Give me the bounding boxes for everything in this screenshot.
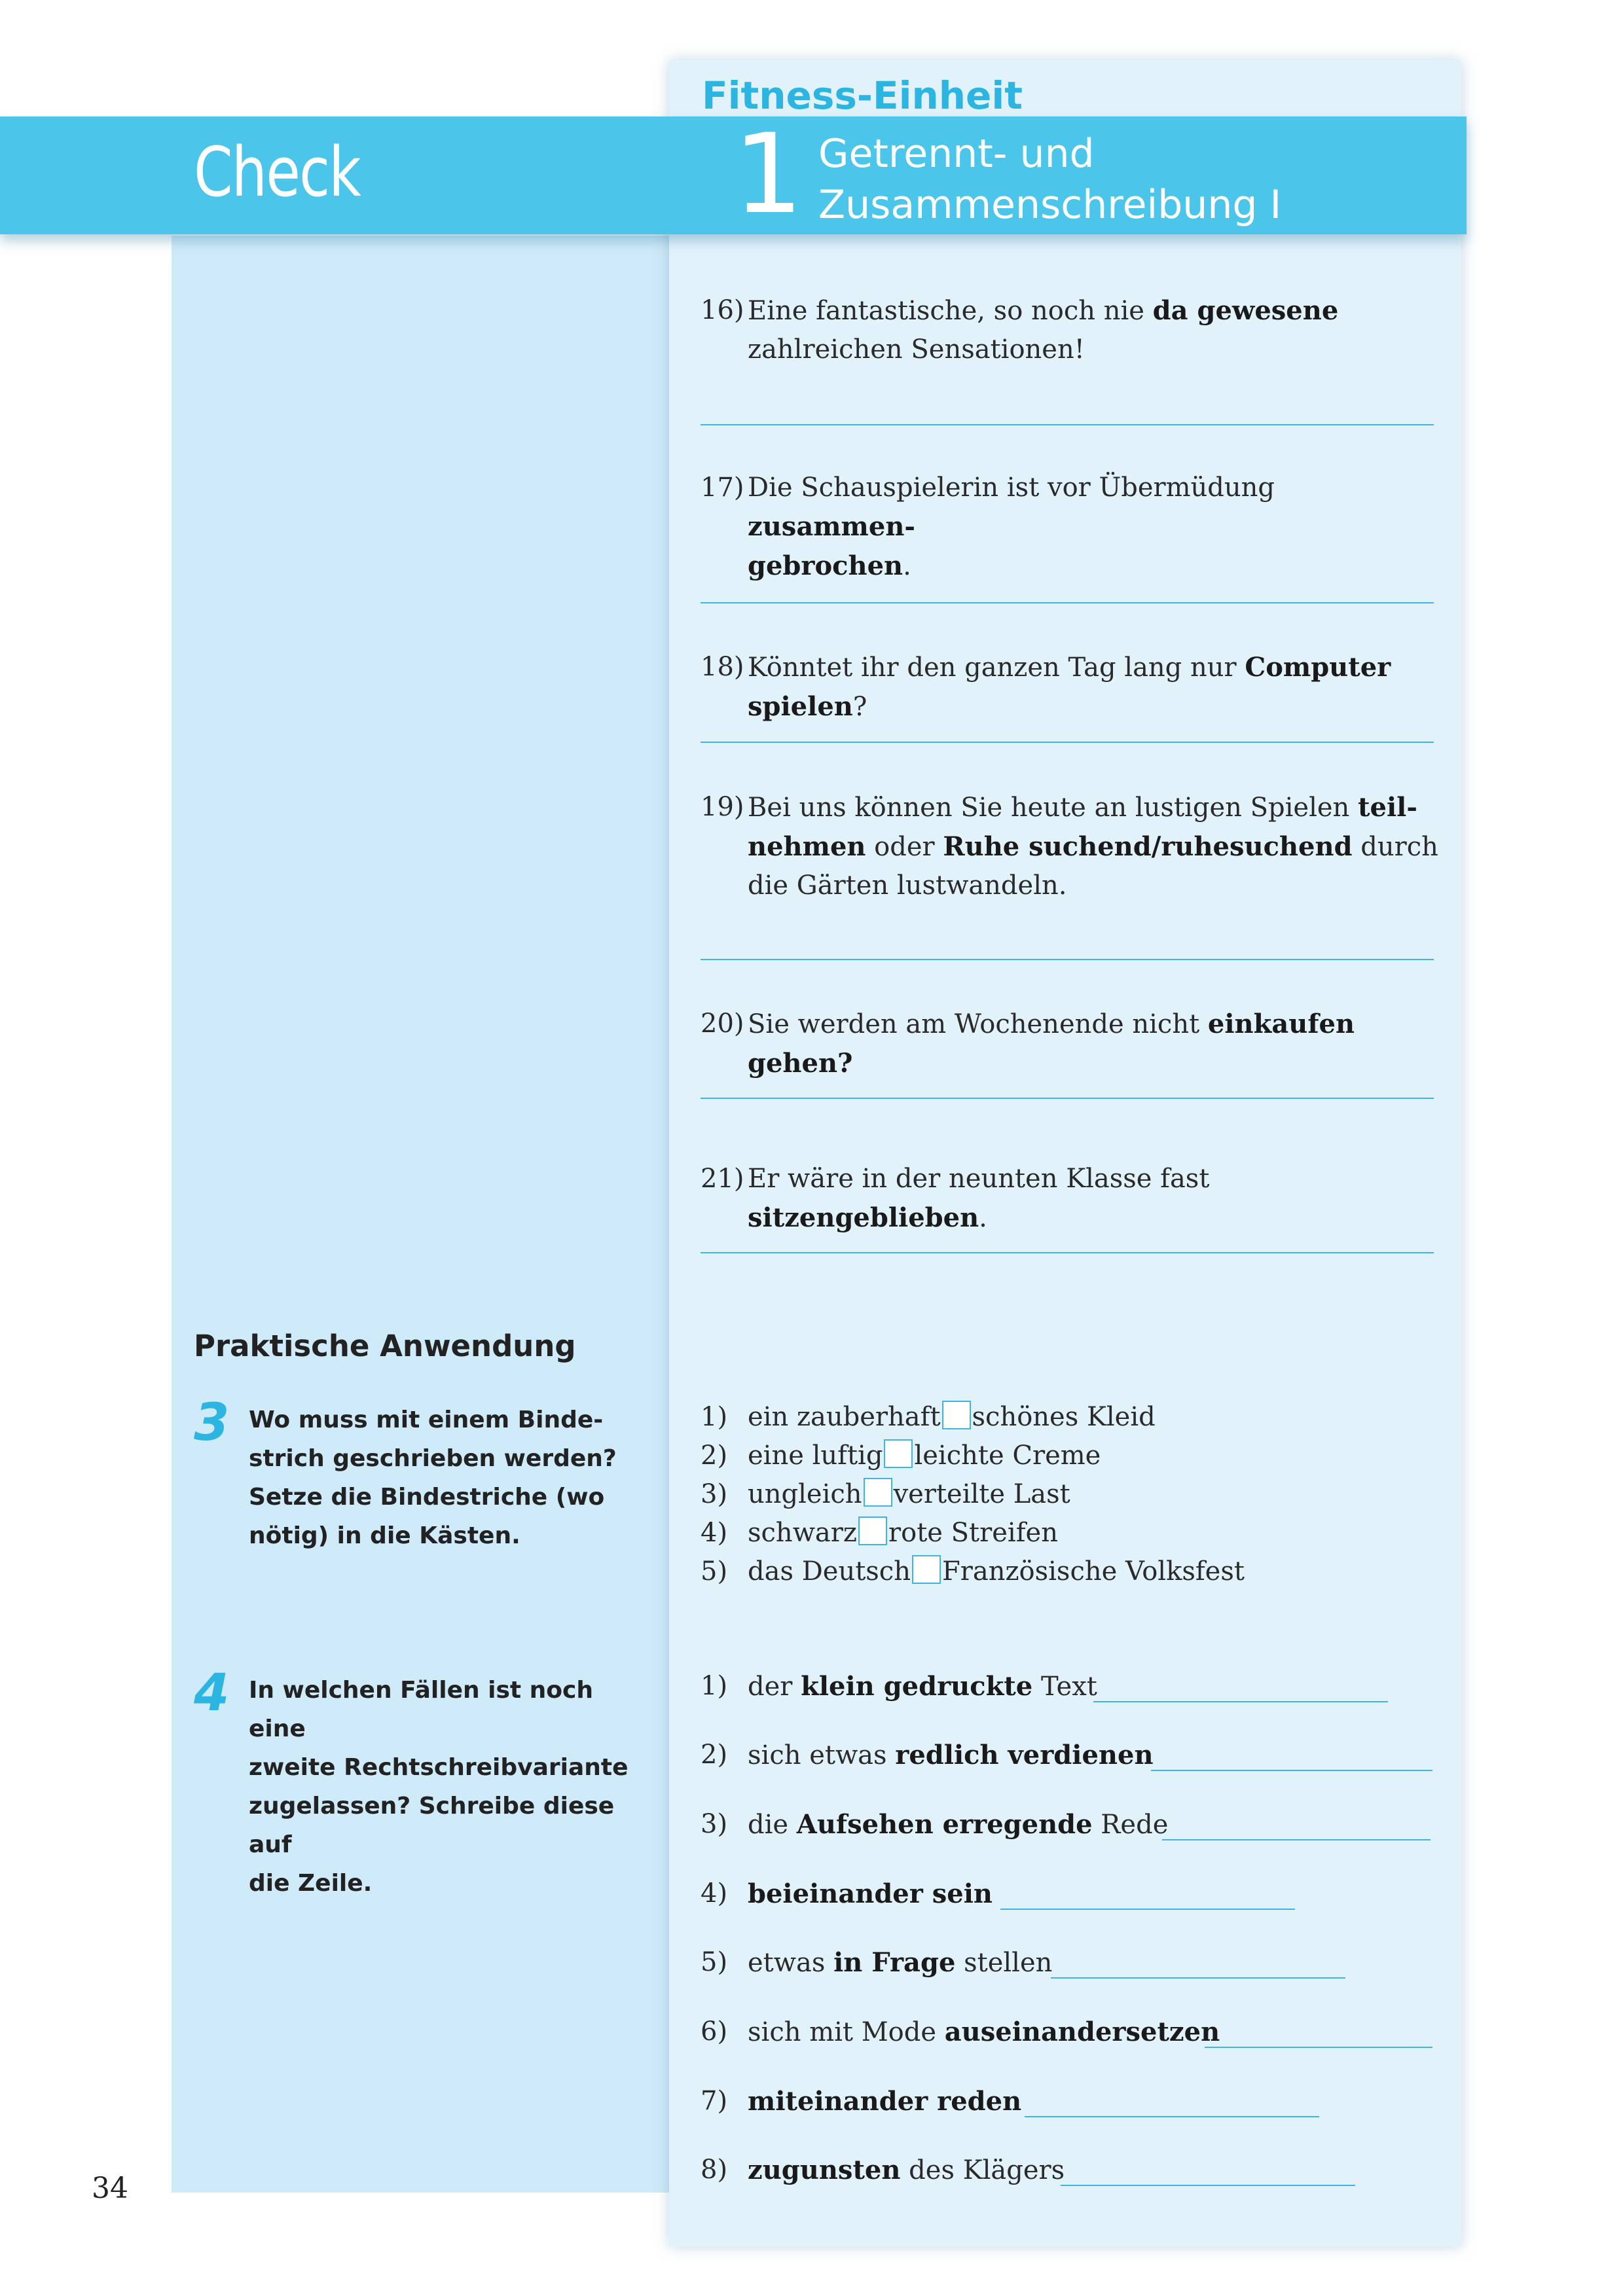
item-text-part: Eine fantastische, so noch nie: [748, 296, 1153, 326]
list-item-number: 1): [701, 1402, 728, 1432]
section-heading: Praktische Anwendung: [194, 1329, 576, 1363]
item-text-part: oder: [866, 832, 943, 862]
word-before: ungleich: [748, 1479, 862, 1509]
item-keyword: teil-: [1358, 792, 1417, 823]
answer-line[interactable]: [1151, 1770, 1432, 1771]
word-after: rote Streifen: [888, 1518, 1058, 1548]
unit-title-line1: Getrennt- und: [818, 131, 1095, 177]
word-before: schwarz: [748, 1518, 857, 1548]
item-text-part: die Gärten lustwandeln.: [748, 870, 1067, 901]
answer-line-20[interactable]: [701, 1098, 1434, 1099]
exercise-item-16: [701, 291, 1440, 369]
row-keyword: zugunsten: [748, 2155, 901, 2185]
page-number: 34: [92, 2172, 128, 2205]
list-item-number: 4): [701, 1878, 728, 1909]
item-keyword: nehmen: [748, 831, 866, 862]
word-before: eine luftig: [748, 1441, 883, 1471]
section-label: Check: [194, 132, 361, 212]
row-text: die: [748, 1810, 797, 1840]
row-keyword: redlich verdienen: [895, 1740, 1154, 1770]
answer-line-17[interactable]: [701, 602, 1434, 603]
answer-line-21[interactable]: [701, 1252, 1434, 1253]
list-item-number: 1): [701, 1671, 728, 1701]
word-before: ein zauberhaft: [748, 1402, 941, 1432]
item-text-part: Sie werden am Wochenende nicht: [748, 1009, 1208, 1039]
answer-line[interactable]: [1000, 1909, 1295, 1910]
word-after: Französische Volksfest: [941, 1556, 1245, 1587]
answer-line[interactable]: [1205, 2047, 1432, 2048]
item-number: 18): [701, 652, 744, 682]
item-number: 21): [701, 1164, 744, 1194]
row-text: sich mit Mode: [748, 2017, 945, 2047]
answer-line[interactable]: [1025, 2116, 1319, 2117]
task-4-number: 4: [194, 1664, 230, 1723]
item-text-part: Bei uns können Sie heute an lustigen Spielen: [748, 793, 1359, 823]
answer-line[interactable]: [1093, 1701, 1388, 1702]
exercise-item-19: [701, 788, 1440, 905]
item-text: [748, 648, 1440, 726]
item-text-part: .: [903, 551, 911, 581]
row-keyword: beieinander sein: [748, 1878, 993, 1909]
answer-line-18[interactable]: [701, 742, 1434, 743]
row-text: des Klägers: [900, 2155, 1065, 2185]
row-text: sich etwas: [748, 1740, 896, 1770]
item-text-part: Die Schauspielerin ist vor Übermüdung: [748, 473, 1275, 503]
list-item-number: 5): [701, 1947, 728, 1977]
item-keyword: einkaufen gehen?: [748, 1009, 1355, 1079]
list-item-number: 4): [701, 1518, 728, 1548]
item-number: 19): [701, 792, 744, 822]
word-after: schönes Kleid: [972, 1402, 1156, 1432]
list-item-number: 7): [701, 2086, 728, 2116]
answer-line-19[interactable]: [701, 959, 1434, 960]
item-keyword: sitzengeblieben: [748, 1202, 979, 1233]
hyphen-box[interactable]: [884, 1439, 913, 1468]
hyphen-box[interactable]: [942, 1401, 971, 1429]
task-3-number: 3: [194, 1393, 230, 1452]
answer-line[interactable]: [1051, 1977, 1345, 1979]
task-4-instruction: In welchen Fällen ist noch eine zweite Rechtschreibvariante zugelassen? Schreibe diese auf die Zeile.: [249, 1677, 629, 1897]
item-number: 16): [701, 295, 744, 325]
hyphen-box[interactable]: [912, 1555, 941, 1584]
unit-title-line2: Zusammenschreibung I: [818, 182, 1282, 228]
item-text-part: ?: [852, 692, 867, 722]
exercise-item-18: [701, 648, 1440, 726]
item-text: [748, 788, 1440, 905]
row-text: stellen: [955, 1948, 1053, 1978]
item-keyword: Computer spielen: [748, 652, 1391, 722]
unit-label: Fitness-Einheit: [702, 73, 1023, 118]
item-keyword: Ruhe suchend/ruhesuchend: [943, 831, 1353, 862]
list-item-number: 2): [701, 1441, 728, 1471]
item-keyword: zusammen-: [748, 511, 916, 542]
row-keyword: miteinander reden: [748, 2086, 1022, 2117]
list-item-number: 5): [701, 1556, 728, 1587]
list-item-number: 2): [701, 1740, 728, 1770]
list-item-number: 8): [701, 2155, 728, 2185]
item-text-part: .: [979, 1203, 987, 1233]
answer-line[interactable]: [1162, 1839, 1431, 1840]
item-keyword: da gewesene: [1152, 295, 1339, 326]
item-text-part: zahlreichen Sensationen!: [748, 334, 1085, 365]
hyphen-box[interactable]: [864, 1478, 892, 1507]
task-3-instruction: Wo muss mit einem Binde- strich geschrieben werden? Setze die Bindestriche (wo nötig) in die Kästen.: [249, 1407, 617, 1549]
word-after: verteilte Last: [893, 1479, 1070, 1509]
row-text: Rede: [1092, 1810, 1169, 1840]
word-after: leichte Creme: [914, 1441, 1101, 1471]
item-text: [748, 1005, 1440, 1083]
item-text: [748, 1160, 1440, 1238]
row-text: der: [748, 1672, 801, 1702]
list-item-number: 3): [701, 1479, 728, 1509]
exercise-panel: [669, 60, 1461, 2246]
exercise-item-17: [701, 469, 1440, 586]
hyphen-box[interactable]: [858, 1516, 887, 1545]
item-text: [748, 469, 1440, 586]
row-keyword: auseinandersetzen: [944, 2017, 1220, 2047]
item-text-part: durch: [1352, 832, 1438, 862]
item-number: 20): [701, 1009, 744, 1039]
item-text-part: Er wäre in der neunten Klasse fast: [748, 1164, 1210, 1194]
item-number: 17): [701, 473, 744, 503]
unit-number: 1: [733, 110, 803, 238]
row-keyword: in Frage: [833, 1947, 956, 1978]
row-keyword: klein gedruckte: [801, 1671, 1033, 1702]
list-item-number: 3): [701, 1809, 728, 1839]
row-text: Text: [1032, 1672, 1097, 1702]
unit-title: [818, 128, 1281, 230]
answer-line[interactable]: [1061, 2185, 1355, 2186]
row-text: etwas: [748, 1948, 834, 1978]
row-keyword: Aufsehen erregende: [796, 1809, 1093, 1840]
exercise-item-21: [701, 1160, 1440, 1238]
item-keyword: gebrochen: [748, 550, 903, 581]
item-text: [748, 291, 1440, 369]
item-text-part: Könntet ihr den ganzen Tag lang nur: [748, 653, 1245, 683]
answer-line-16[interactable]: [701, 424, 1434, 425]
exercise-item-20: [701, 1005, 1440, 1083]
word-before: das Deutsch: [748, 1556, 911, 1587]
list-item-number: 6): [701, 2017, 728, 2047]
